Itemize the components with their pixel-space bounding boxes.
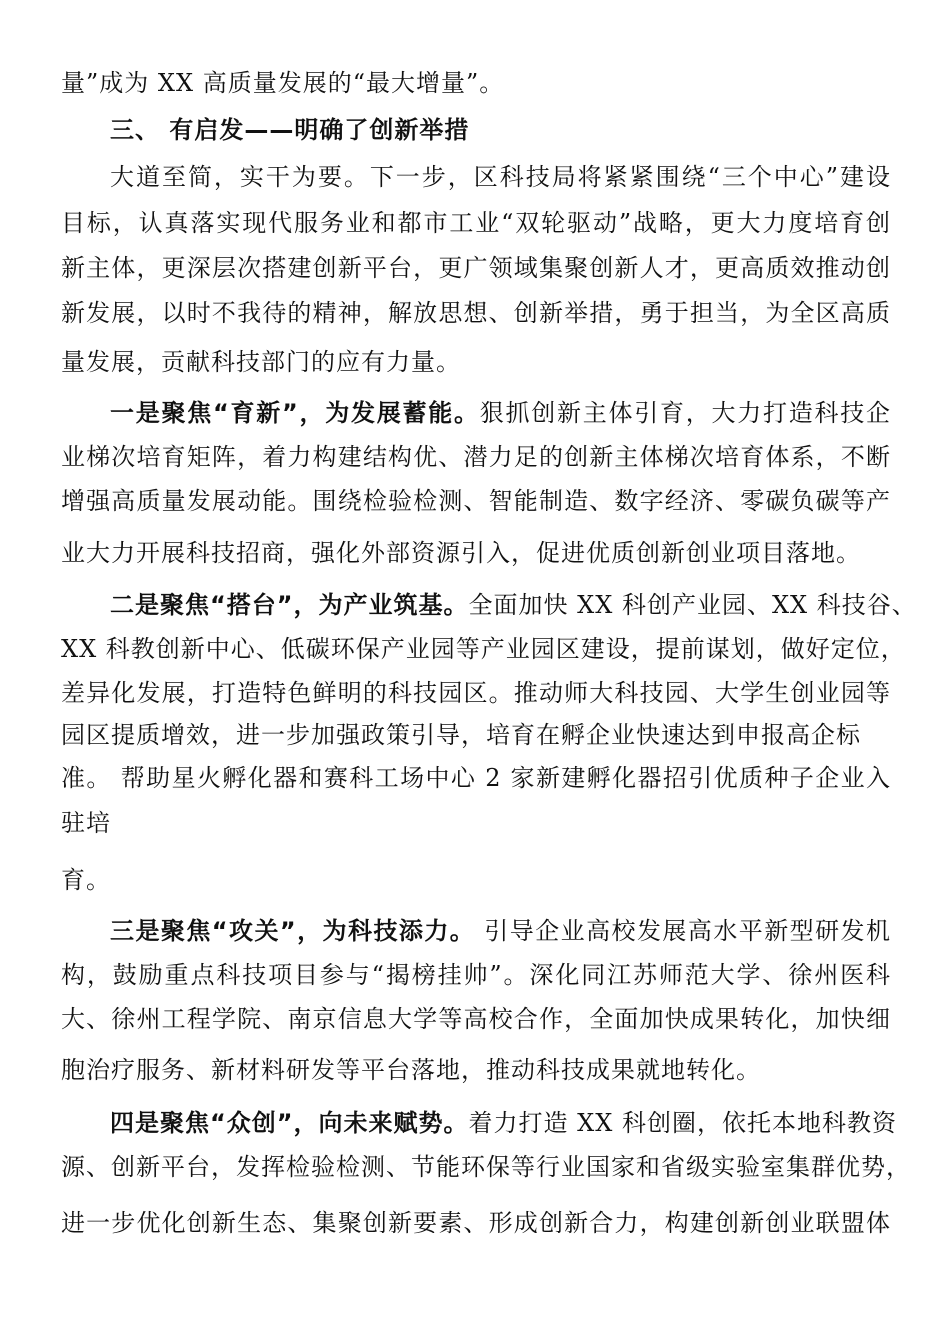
paragraph-first-line (110, 916, 891, 946)
paragraph-line: 育。 (61, 866, 111, 894)
paragraph-text: 着力打造 XX 科创圈，依托本地科教资 (468, 1109, 897, 1137)
paragraph-line: 构，鼓励重点科技项目参与“揭榜挂帅”。深化同江苏师范大学、徐州医科 (61, 961, 891, 989)
paragraph-line: 业大力开展科技招商，强化外部资源引入，促进优质创新创业项目落地。 (61, 539, 861, 567)
paragraph-lead: 二是聚焦“搭台”，为产业筑基。 (110, 591, 469, 619)
paragraph-line: 准。 帮助星火孵化器和赛科工场中心 2 家新建孵化器招引优质种子企业入 (61, 764, 891, 792)
paragraph-line: 量”成为 XX 高质量发展的“最大增量”。 (61, 69, 505, 97)
paragraph-line: 新主体，更深层次搭建创新平台，更广领域集聚创新人才，更高质效推动创 (61, 254, 891, 282)
paragraph-text: 狠抓创新主体引育，大力打造科技企 (479, 399, 892, 427)
paragraph-lead: 一是聚焦“育新”，为发展蓄能。 (110, 399, 480, 427)
paragraph-lead: 四是聚焦“众创”，向未来赋势。 (110, 1109, 469, 1137)
paragraph-line: 进一步优化创新生态、集聚创新要素、形成创新合力，构建创新创业联盟体 (61, 1209, 891, 1237)
paragraph-line: 胞治疗服务、新材料研发等平台落地，推动科技成果就地转化。 (61, 1056, 761, 1084)
paragraph-first-line (110, 590, 917, 620)
paragraph-line: 目标，认真落实现代服务业和都市工业“双轮驱动”战略，更大力度培育创 (61, 209, 891, 237)
paragraph-first-line (110, 1108, 897, 1138)
paragraph-text: 全面加快 XX 科创产业园、XX 科技谷、 (468, 591, 917, 619)
paragraph-line: 增强高质量发展动能。围绕检验检测、智能制造、数字经济、零碳负碳等产 (61, 487, 891, 515)
paragraph-line: 驻培 (61, 809, 111, 837)
paragraph-line: 量发展，贡献科技部门的应有力量。 (61, 348, 461, 376)
paragraph-line: 园区提质增效，进一步加强政策引导，培育在孵企业快速达到申报高企标 (61, 721, 861, 749)
section-heading: 三、 有启发——明确了创新举措 (110, 116, 470, 144)
paragraph-line: 差异化发展，打造特色鲜明的科技园区。推动师大科技园、大学生创业园等 (61, 679, 891, 707)
paragraph-lead: 三是聚焦“攻关”，为科技添力。 (110, 917, 476, 945)
paragraph-line: 源、创新平台，发挥检验检测、节能环保等行业国家和省级实验室集群优势， (61, 1153, 911, 1181)
paragraph-line: 新发展，以时不我待的精神，解放思想、创新举措，勇于担当，为全区高质 (61, 299, 891, 327)
paragraph-line: 大、徐州工程学院、南京信息大学等高校合作，全面加快成果转化，加快细 (61, 1005, 891, 1033)
paragraph-text: 引导企业高校发展高水平新型研发机 (475, 917, 891, 945)
paragraph-line: 大道至简，实干为要。下一步，区科技局将紧紧围绕“三个中心”建设 (110, 163, 891, 191)
paragraph-line: 业梯次培育矩阵，着力构建结构优、潜力足的创新主体梯次培育体系，不断 (61, 443, 891, 471)
paragraph-first-line (110, 398, 891, 428)
paragraph-line: XX 科教创新中心、低碳环保产业园等产业园区建设，提前谋划，做好定位， (61, 635, 906, 663)
